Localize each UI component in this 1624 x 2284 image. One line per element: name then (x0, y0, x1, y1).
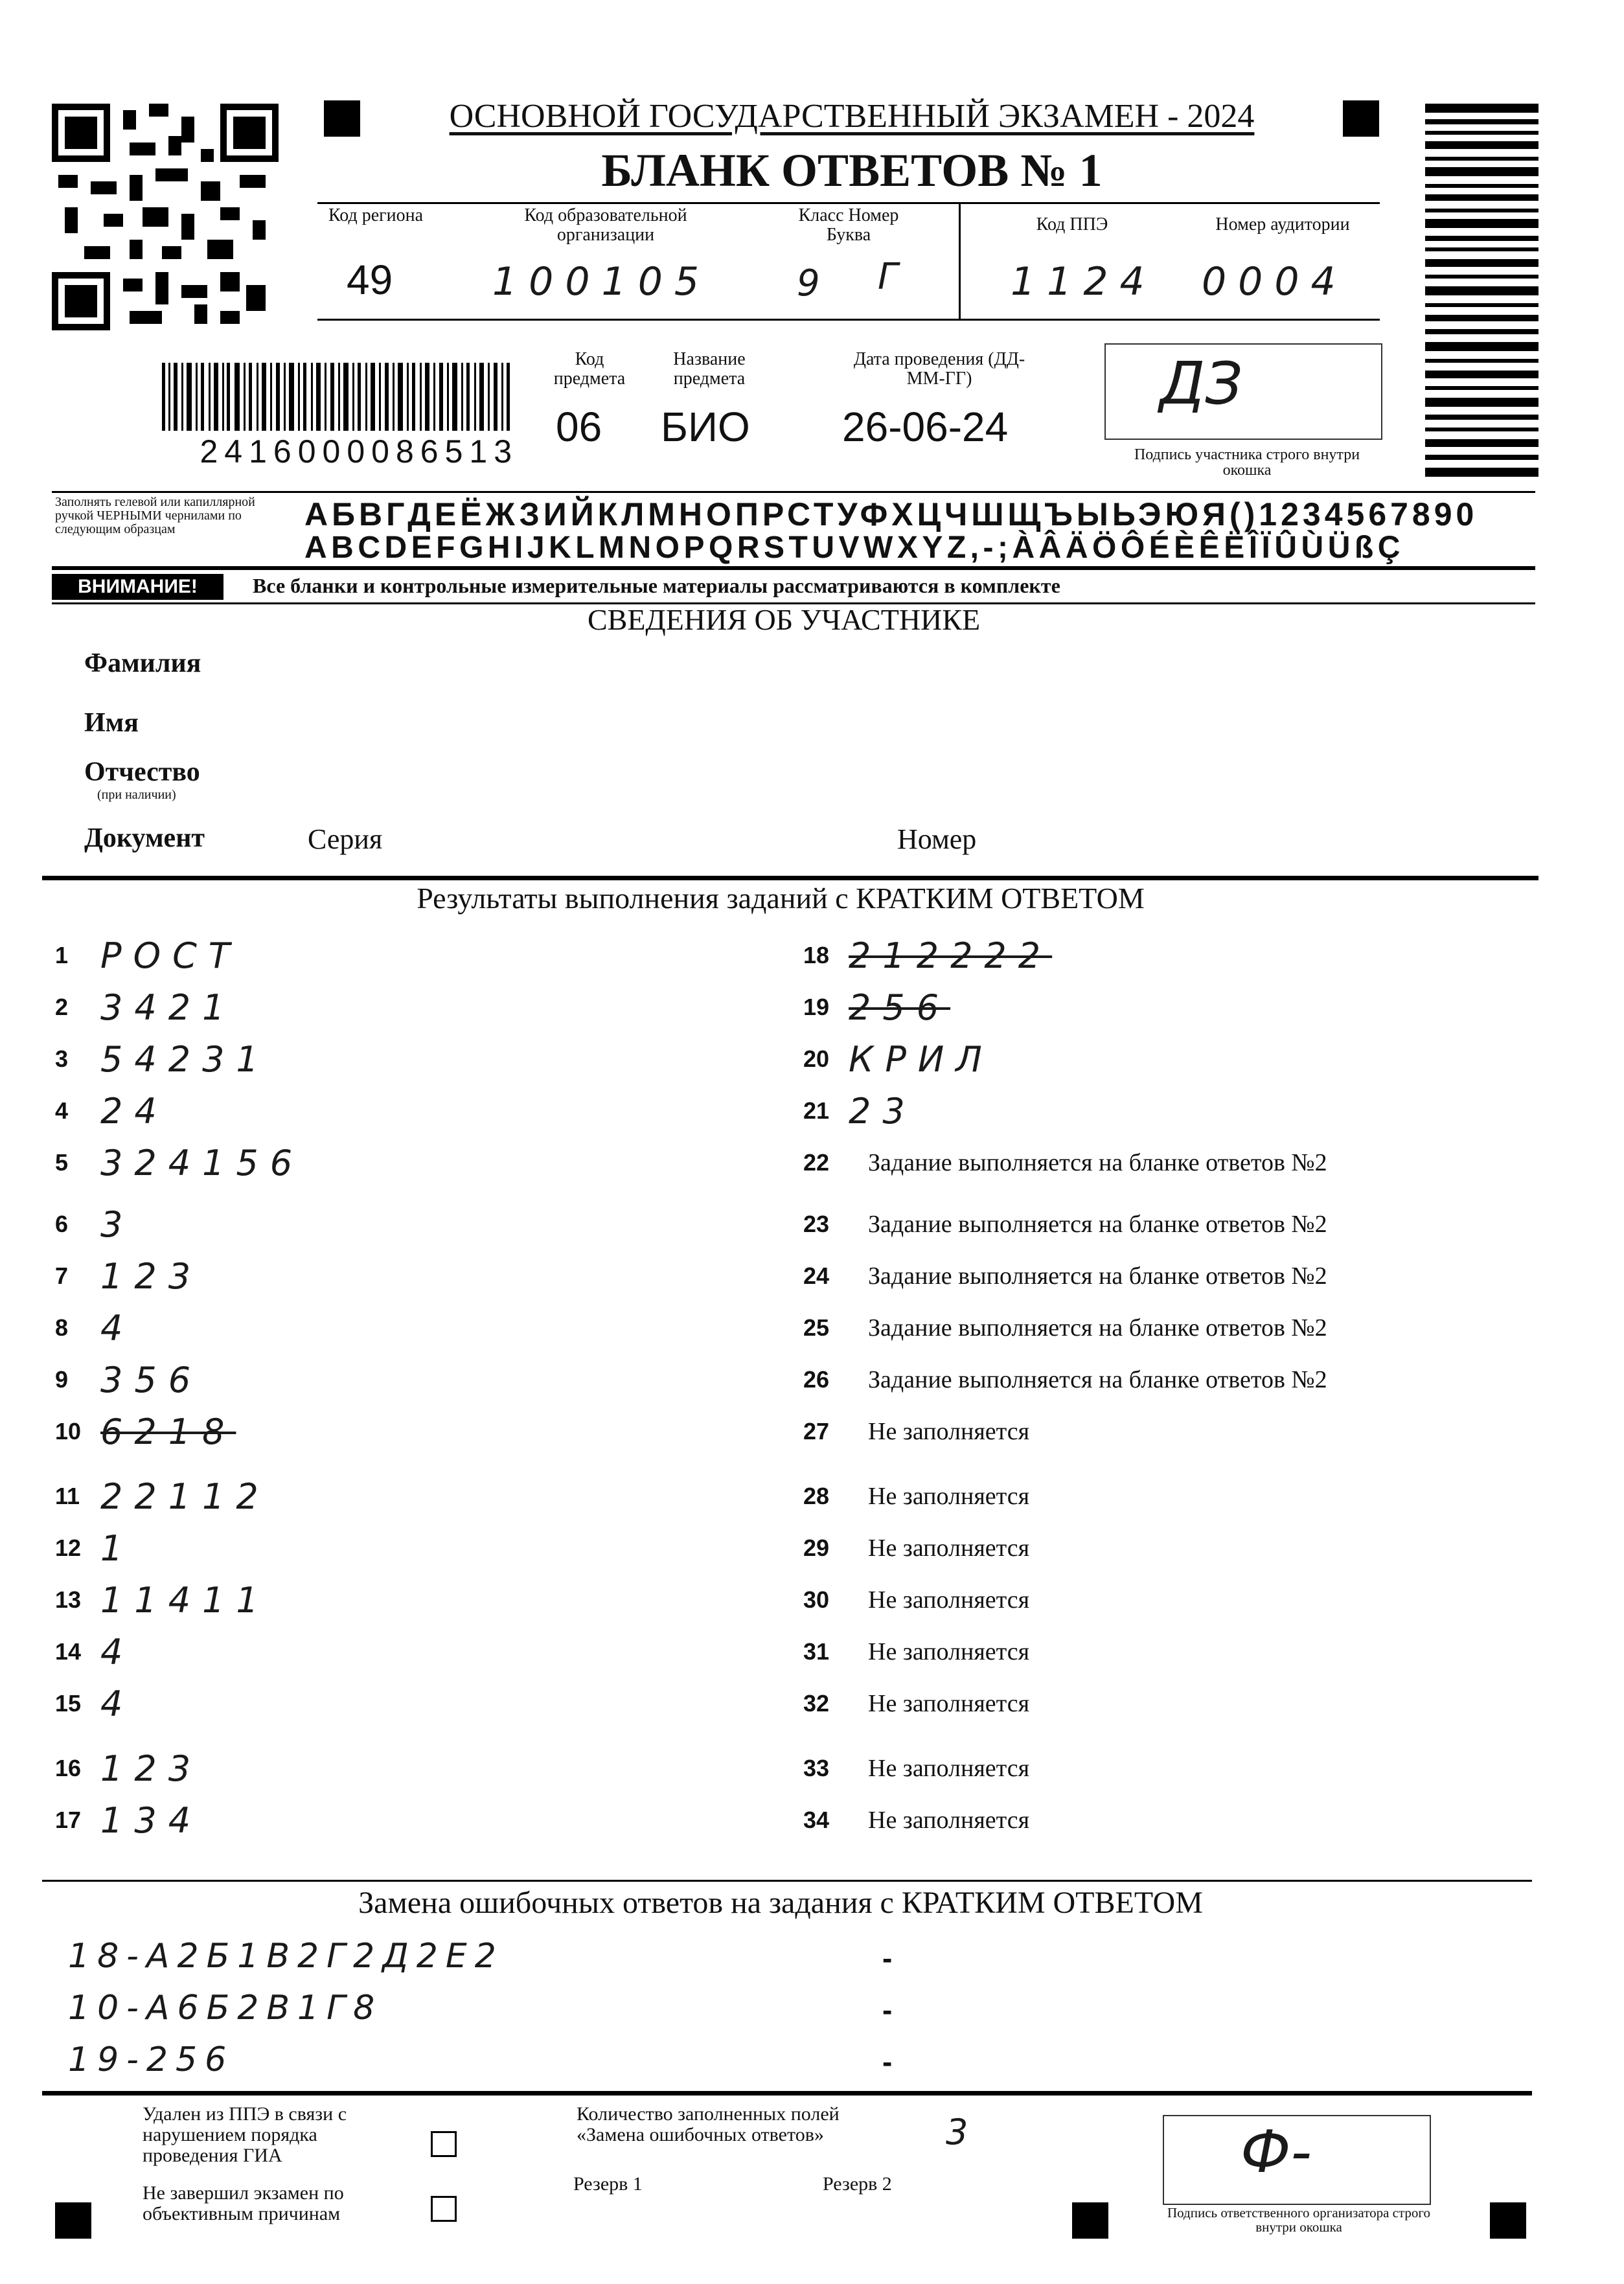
subject-code-label: Код предмета (553, 349, 626, 389)
answer-row (803, 1036, 994, 1082)
task-number: 16 (55, 1755, 82, 1781)
replacement-dash: - (882, 1941, 893, 1975)
answer-row (803, 1357, 1327, 1402)
answer-row (803, 1253, 1327, 1299)
answer-row (803, 1798, 1029, 1843)
answer-value: 4 (100, 1631, 135, 1673)
answer-row (803, 1746, 1029, 1791)
subject-code-value: 06 (556, 404, 602, 450)
answer-value: 4 (100, 1683, 135, 1724)
task-note: Задание выполняется на бланке ответов №2 (868, 1314, 1327, 1342)
answer-row (803, 1140, 1327, 1185)
task-number: 19 (803, 994, 830, 1020)
series-label: Серия (308, 823, 383, 855)
answer-row (803, 1681, 1029, 1726)
answer-row (55, 1088, 168, 1134)
task-number: 13 (55, 1586, 82, 1613)
answer-value: 1 (100, 1527, 135, 1569)
registration-marker (324, 100, 360, 137)
task-note: Не заполняется (868, 1755, 1030, 1782)
task-note: Задание выполняется на бланке ответов №2 (868, 1366, 1327, 1393)
answer-value: 123 (100, 1255, 203, 1297)
sample-row-latin: ABCDEFGHIJKLMNOPQRSTUVWXYZ,-;ÀÂÄÖÔÉÈÊËÎÏÛÙÜßÇ (304, 531, 1404, 565)
answer-value: 6218 (100, 1411, 236, 1452)
task-number: 14 (55, 1638, 82, 1665)
answer-row (55, 1357, 202, 1402)
answer-row (55, 1746, 202, 1791)
task-number: 1 (55, 942, 69, 968)
task-note: Не заполняется (868, 1690, 1030, 1717)
date-label: Дата проведения (ДД-ММ-ГГ) (853, 349, 1025, 389)
org-label: Код образовательной организации (524, 205, 687, 245)
task-number: 11 (55, 1483, 80, 1509)
class-number: 9 (797, 262, 832, 304)
task-number: 20 (803, 1045, 830, 1072)
task-number: 27 (803, 1418, 830, 1445)
ppe-label: Код ППЭ (1036, 214, 1108, 234)
answer-value: 3421 (100, 987, 236, 1028)
answer-row (803, 1474, 1029, 1519)
replacement-dash: - (882, 2045, 893, 2079)
task-number: 5 (55, 1149, 69, 1176)
answer-row (803, 1202, 1327, 1247)
organizer-caption: Подпись ответственного организатора строго внутри окошка (1167, 2205, 1431, 2235)
registration-marker (1072, 2202, 1108, 2239)
surname-label: Фамилия (84, 648, 201, 678)
signature-caption: Подпись участника строго внутри окошка (1134, 446, 1360, 479)
task-note: Задание выполняется на бланке ответов №2 (868, 1262, 1327, 1290)
replacement-row: 18-А2Б1В2Г2Д2Е2 (68, 1937, 504, 1976)
number-label: Номер (897, 823, 977, 855)
answer-value: 23 (849, 1090, 917, 1132)
task-note: Не заполняется (868, 1535, 1030, 1562)
answer-row (55, 1305, 134, 1351)
region-label: Код региона (328, 205, 424, 225)
replacement-dash: - (882, 1993, 893, 2027)
count-value: 3 (946, 2112, 980, 2153)
answer-row (55, 1629, 134, 1674)
answer-row (55, 985, 236, 1030)
answer-row (803, 1525, 1029, 1571)
task-number: 15 (55, 1690, 82, 1717)
answer-value: 256 (849, 987, 951, 1028)
answer-row (55, 1036, 270, 1082)
answer-row (803, 1409, 1029, 1454)
participant-signature: ДЗ (1160, 350, 1243, 418)
task-number: 25 (803, 1314, 830, 1341)
answer-value: 11411 (100, 1579, 270, 1621)
side-barcode (1425, 104, 1538, 479)
task-number: 18 (803, 942, 830, 968)
answer-value: 3 (100, 1204, 135, 1245)
task-note: Не заполняется (868, 1638, 1030, 1665)
patronymic-label: Отчество (84, 757, 200, 787)
task-number: 21 (803, 1097, 830, 1124)
answer-row (55, 1577, 270, 1623)
task-number: 3 (55, 1045, 69, 1072)
task-number: 30 (803, 1586, 830, 1613)
task-number: 17 (55, 1807, 82, 1833)
task-number: 22 (803, 1149, 830, 1176)
task-note: Не заполняется (868, 1418, 1030, 1445)
participant-heading: СВЕДЕНИЯ ОБ УЧАСТНИКЕ (587, 603, 981, 636)
answer-row (55, 1681, 134, 1726)
answer-value: 24 (100, 1090, 168, 1132)
room-value: 0004 (1202, 259, 1347, 304)
region-value: 49 (347, 257, 393, 303)
barcode-number: 2416000086513 (200, 433, 518, 470)
answer-value: КРИЛ (849, 1038, 994, 1080)
answer-value: 54231 (100, 1038, 270, 1080)
task-number: 29 (803, 1535, 830, 1561)
answer-row (803, 1629, 1029, 1674)
subject-name-label: Название предмета (673, 349, 746, 389)
answer-row (55, 1525, 134, 1571)
patronymic-note: (при наличии) (97, 788, 176, 802)
answer-row (803, 933, 1052, 978)
answer-value: 22112 (100, 1476, 270, 1517)
task-note: Задание выполняется на бланке ответов №2 (868, 1211, 1327, 1238)
removed-checkbox[interactable] (431, 2131, 457, 2157)
name-label: Имя (84, 708, 139, 738)
subject-name-value: БИО (661, 404, 750, 450)
qr-code (52, 104, 279, 330)
answer-row (803, 1577, 1029, 1623)
answer-row (803, 985, 950, 1030)
answer-row (55, 1202, 134, 1247)
task-note: Не заполняется (868, 1483, 1030, 1510)
answer-value: 123 (100, 1748, 203, 1789)
answer-value: 324156 (100, 1142, 304, 1183)
task-number: 32 (803, 1690, 830, 1717)
task-number: 9 (55, 1366, 69, 1393)
reserve-2: Резерв 2 (823, 2173, 892, 2195)
participant-signature-box[interactable] (1104, 343, 1382, 440)
registration-marker (1343, 100, 1379, 137)
task-number: 26 (803, 1366, 830, 1393)
task-number: 34 (803, 1807, 830, 1833)
date-value: 26-06-24 (842, 404, 1009, 450)
class-letter: Г (878, 256, 910, 298)
task-number: 12 (55, 1535, 82, 1561)
results-heading: Результаты выполнения заданий с КРАТКИМ ОТВЕТОМ (417, 882, 1145, 915)
answer-row (55, 1474, 270, 1519)
reserve-1: Резерв 1 (573, 2173, 643, 2195)
answer-row (55, 1409, 236, 1454)
answer-row (55, 1140, 304, 1185)
count-label: Количество заполненных полей «Замена ошибочных ответов» (577, 2103, 840, 2145)
answer-value: 356 (100, 1359, 203, 1400)
task-number: 23 (803, 1211, 830, 1237)
task-number: 4 (55, 1097, 69, 1124)
task-number: 10 (55, 1418, 82, 1445)
answer-row (803, 1088, 917, 1134)
removed-label: Удален из ППЭ в связи с нарушением порядка проведения ГИА (143, 2103, 347, 2166)
class-label: Класс Номер Буква (798, 205, 899, 245)
task-number: 7 (55, 1262, 69, 1289)
exam-title: ОСНОВНОЙ ГОСУДАРСТВЕННЫЙ ЭКЗАМЕН - 2024 (449, 98, 1255, 135)
subject-barcode (162, 363, 512, 431)
answer-row (803, 1305, 1327, 1351)
registration-marker (55, 2202, 91, 2239)
answer-row (55, 933, 242, 978)
form-title: БЛАНК ОТВЕТОВ № 1 (601, 144, 1103, 196)
replacement-heading: Замена ошибочных ответов на задания с КРАТКИМ ОТВЕТОМ (358, 1886, 1203, 1920)
sample-instruction: Заполнять гелевой или капиллярной ручкой ЧЕРНЫМИ чернилами по следующим образцам (55, 495, 255, 536)
replacement-row: 19-256 (68, 2040, 234, 2079)
answer-value: 212222 (849, 935, 1053, 976)
attention-badge: ВНИМАНИЕ! (52, 574, 223, 600)
task-number: 31 (803, 1638, 830, 1665)
attention-text: Все бланки и контрольные измерительные материалы рассматриваются в комплекте (253, 574, 1060, 597)
task-note: Не заполняется (868, 1807, 1030, 1834)
task-note: Задание выполняется на бланке ответов №2 (868, 1149, 1327, 1176)
document-label: Документ (84, 823, 205, 853)
task-note: Не заполняется (868, 1586, 1030, 1614)
replacement-row: 10-А6Б2В1Г8 (68, 1989, 383, 2027)
task-number: 33 (803, 1755, 830, 1781)
answer-value: 134 (100, 1799, 203, 1841)
registration-marker (1490, 2202, 1526, 2239)
task-number: 2 (55, 994, 69, 1020)
task-number: 24 (803, 1262, 830, 1289)
task-number: 8 (55, 1314, 69, 1341)
answer-row (55, 1253, 202, 1299)
answer-value: 4 (100, 1307, 135, 1349)
ppe-value: 1124 (1011, 259, 1156, 304)
not-finished-checkbox[interactable] (431, 2196, 457, 2222)
organizer-signature: Ф- (1241, 2118, 1312, 2186)
room-label: Номер аудитории (1215, 214, 1350, 234)
not-finished-label: Не завершил экзамен по объективным причинам (143, 2182, 344, 2224)
task-number: 28 (803, 1483, 830, 1509)
sample-row-cyrillic: АБВГДЕЁЖЗИЙКЛМНОПРСТУФХЦЧШЩЪЫЬЭЮЯ()1234567890 (304, 496, 1478, 532)
task-number: 6 (55, 1211, 69, 1237)
answer-row (55, 1798, 202, 1843)
org-value: 100105 (492, 259, 711, 304)
answer-value: РОСТ (100, 935, 242, 976)
